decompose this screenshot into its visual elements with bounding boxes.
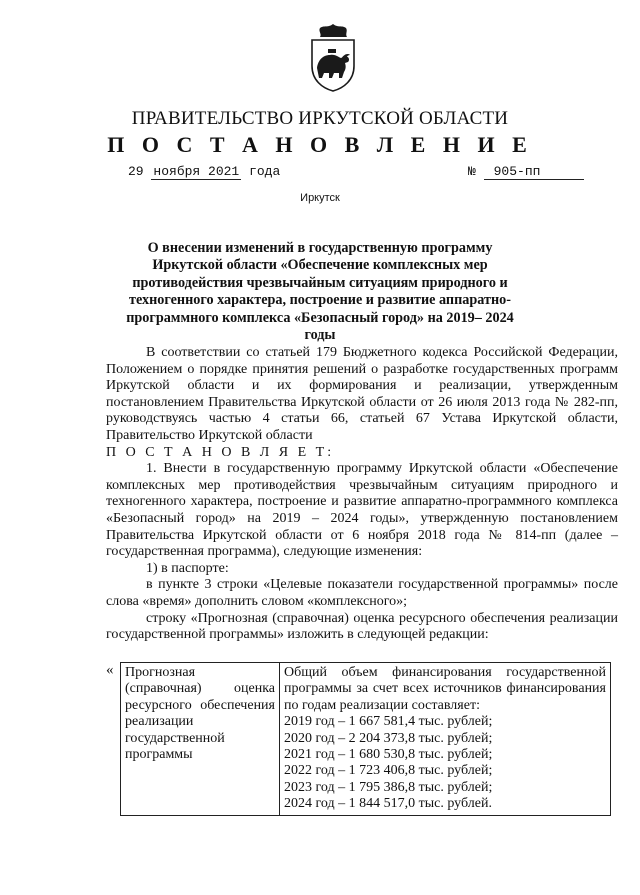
opening-quote: « — [106, 662, 114, 678]
funding-year-2019: 2019 год – 1 667 581,4 тыс. рублей; — [284, 714, 493, 730]
number-value: 905-пп — [484, 164, 584, 180]
funding-table — [120, 662, 611, 816]
funding-year-2021: 2021 год – 1 680 530,8 тыс. рублей; — [284, 747, 493, 763]
item-1-paragraph: 1. Внести в государственную программу Иркутской области «Обеспечение комплексных мер противодействия чрезвычайным ситуациям природного и техногенного характера, построение и развитие аппаратно-программного комплекса «Безопасный город» на 2019 – 2024 годы», утвержденную постановлением Правительства Иркутской области от 6 ноября 2018 года № 814-пп (далее – государственная программа), следующие изменения: — [106, 461, 618, 560]
document-type-title: П О С Т А Н О В Л Е Н И Е — [107, 132, 533, 157]
subitem-1: 1) в паспорте: — [146, 560, 229, 576]
date-month-year: ноября 2021 — [153, 164, 240, 179]
funding-table-block — [106, 662, 618, 826]
funding-intro: Общий объем финансирования государственной программы за счет всех источников финансирования по годам реализации составляет: — [284, 665, 606, 713]
number-sign: № — [468, 164, 476, 179]
table-cell-funding — [280, 663, 611, 816]
date-day: 29 — [128, 164, 144, 179]
funding-year-2024: 2024 год – 1 844 517,0 тыс. рублей. — [284, 796, 492, 812]
funding-year-2023: 2023 год – 1 795 386,8 тыс. рублей; — [284, 779, 493, 795]
government-name: ПРАВИТЕЛЬСТВО ИРКУТСКОЙ ОБЛАСТИ — [131, 108, 509, 129]
forecast-row-paragraph: строку «Прогнозная (справочная) оценка ресурсного обеспечения реализации государственной программы» изложить в следующей редакции: — [106, 610, 618, 643]
table-row — [121, 663, 611, 816]
point-3-paragraph: в пункте 3 строки «Целевые показатели государственной программы» после слова «время» дополнить словом «комплексного»; — [106, 577, 618, 609]
decree-body — [106, 345, 618, 644]
city-name: Иркутск — [300, 192, 340, 204]
decree-number — [468, 164, 584, 180]
funding-year-2020: 2020 год – 2 204 373,8 тыс. рублей; — [284, 730, 493, 746]
resolves-line: П О С Т А Н О В Л Я Е Т: — [106, 444, 335, 460]
decree-title: О внесении изменений в государственную программу Иркутской области «Обеспечение комплексных мер противодействия чрезвычайным ситуациям природного и техногенного характера, построение и развитие аппаратно-программного комплекса «Безопасный город» на 2019– 2024 годы — [126, 240, 514, 344]
table-cell-label: Прогнозная (справочная) оценка ресурсного обеспечения реализации государственной программы — [121, 663, 280, 816]
intro-paragraph: В соответствии со статьей 179 Бюджетного кодекса Российской Федерации, Положением о порядке принятия решений о разработке государственных программ Иркутской области и их формирования и реализации, утвержденным постановлением Правительства Иркутской области от 26 июля 2013 года № 282-пп, руководствуясь частью 4 статьи 66, статьей 67 Устава Иркутской области, Правительство Иркутской области — [106, 345, 618, 443]
funding-year-2022: 2022 год – 1 723 406,8 тыс. рублей; — [284, 763, 493, 779]
coat-of-arms-icon — [308, 22, 358, 92]
decree-date — [128, 164, 280, 179]
date-suffix: года — [249, 164, 281, 179]
